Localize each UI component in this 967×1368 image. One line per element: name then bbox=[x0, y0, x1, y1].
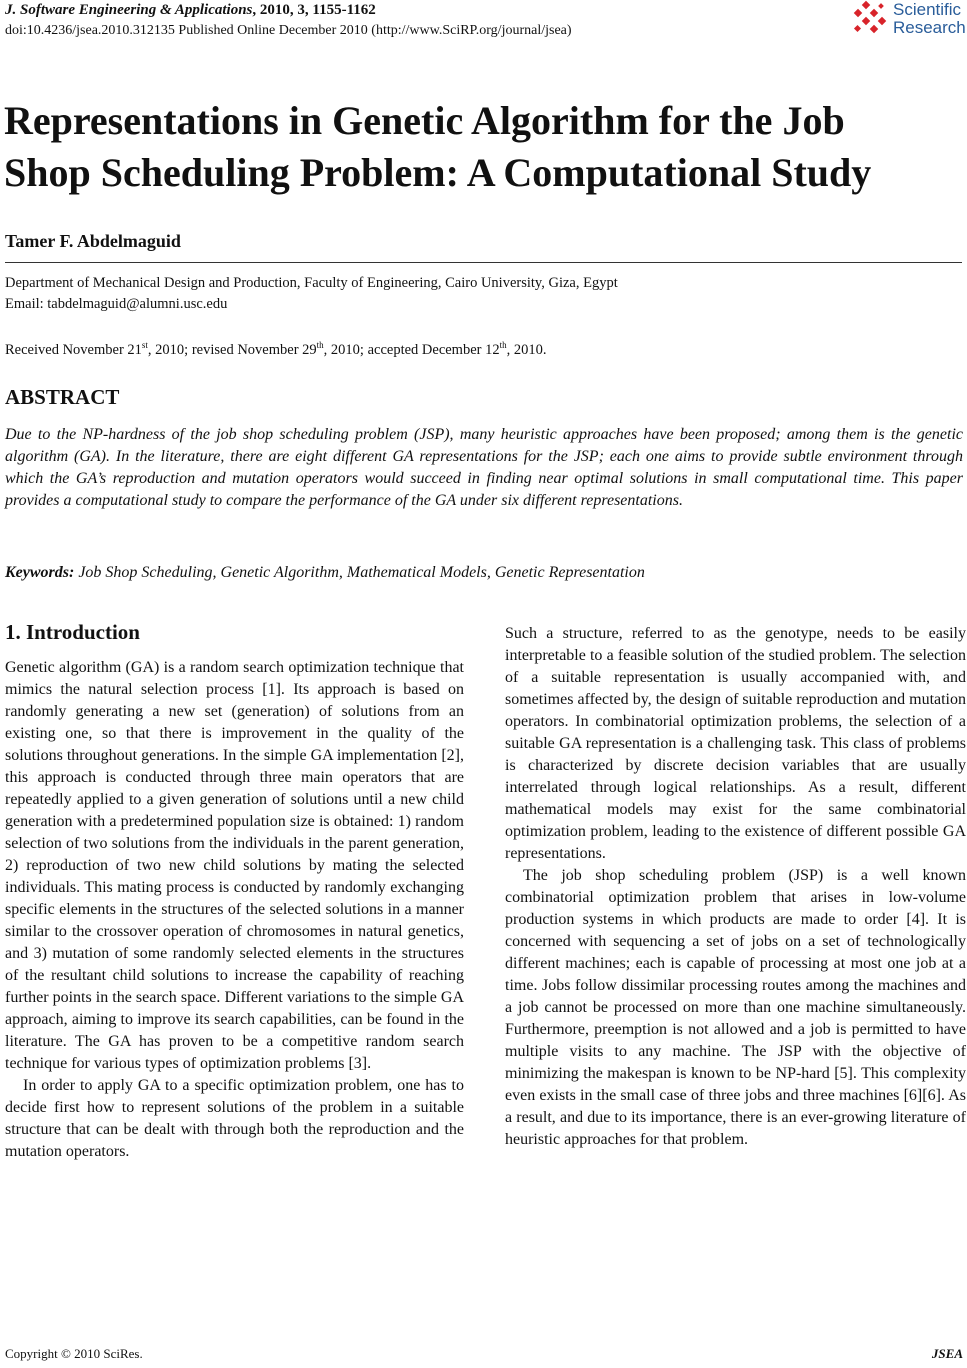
paragraph: The job shop scheduling problem (JSP) is a well known combinatorial optimization problem that arises in low-volume production systems in which products are made to order [4]. It is concerned with sequencing a set of jobs on a set of technologically different machines; each is capable of processing at most one job at a time. Jobs follow dissimilar processing routes among the machines and a job cannot be processed on more than one machine simultaneously. Furthermore, preemption is not allowed and a job is permitted to have multiple visits to any machine. The JSP with the objective of minimizing the makespan is known to be NP-hard [5]. This complexity even exists in the small case of three jobs and three machines [6][6]. As a result, and due to its importance, there is an ever-growing literature of heuristic approaches for that problem. bbox=[505, 867, 966, 1148]
submission-dates bbox=[5, 340, 547, 359]
keywords-text: Job Shop Scheduling, Genetic Algorithm, Mathematical Models, Genetic Representation bbox=[74, 564, 645, 581]
journal-abbrev: JSEA bbox=[931, 1346, 963, 1361]
divider bbox=[5, 262, 962, 263]
revised-date: , 2010; revised November 29 bbox=[147, 341, 317, 358]
right-column bbox=[505, 623, 966, 1151]
abstract-heading: ABSTRACT bbox=[5, 385, 120, 409]
journal-citation bbox=[5, 2, 376, 19]
affiliation: Department of Mechanical Design and Production, Faculty of Engineering, Cairo University, Giza, Egypt bbox=[5, 275, 618, 291]
left-column bbox=[5, 657, 464, 1163]
logo-line-1: Scientific bbox=[893, 0, 962, 19]
title-line-2: Shop Scheduling Problem: A Computational Study bbox=[4, 150, 872, 195]
dates-suffix: , 2010. bbox=[506, 341, 547, 358]
paper-title bbox=[4, 95, 964, 199]
accepted-date: , 2010; accepted December 12 bbox=[323, 341, 500, 358]
section-heading: 1. Introduction bbox=[5, 620, 140, 644]
paragraph: Genetic algorithm (GA) is a random search optimization technique that mimics the natural selection process [1]. Its approach is based on randomly generating a new set (generation) of solutions from an existing one, so that there is improvement in the quality of the solutions throughout generations. In the simple GA implementation [2], this approach is conducted through three main operators that are repeatedly applied to a given generation of solutions until a new child generation with a predetermined population size is obtained: 1) random selection of two solutions from the individuals in the parent generation, 2) reproduction of two new child solutions by mating the selected individuals. This mating process is conducted by randomly exchanging specific elements in the structures of the selected solutions in a manner similar to the crossover operation of chromosomes in natural genetics, and 3) mutation of some randomly selected elements in the structures of the resultant child solutions to increase the capability of reaching further points in the search space. Different variations to the simple GA approach, aiming to improve its search capabilities, can be found in the literature. The GA has proven to be a competitive random search technique for various types of optimization problems [3]. bbox=[5, 659, 464, 1072]
abstract-text: Due to the NP-hardness of the job shop scheduling problem (JSP), many heuristic approaches have been proposed; among them is the genetic algorithm (GA). In the literature, there are eight different GA representations for the JSP; each one aims to provide subtle environment through which the GA’s reproduction and mutation operators would succeed in finding near optimal solutions in small computational time. This paper provides a computational study to compare the performance of the GA under six different representations. bbox=[5, 426, 963, 509]
journal-name: J. Software Engineering & Applications bbox=[5, 2, 253, 18]
received-date: Received November 21 bbox=[5, 341, 142, 358]
author-name: Tamer F. Abdelmaguid bbox=[5, 231, 181, 251]
received-sup: st bbox=[141, 340, 148, 350]
paragraph: In order to apply GA to a specific optimization problem, one has to decide first how to represent solutions of the problem in a suitable structure that can be dealt with through both the reproduction and the mutation operators. bbox=[5, 1077, 464, 1160]
keywords-label: Keywords: bbox=[5, 564, 75, 581]
keywords bbox=[5, 564, 645, 582]
paragraph: Such a structure, referred to as the genotype, needs to be easily interpretable to a feasible solution of the studied problem. The selection of a suitable representation is usually accompanied with, and sometimes affected by, the design of suitable reproduction and mutation operators. In combinatorial optimization problems, the selection of a suitable GA representation is a challenging task. This class of problems is characterized by discrete decision variables that are usually interrelated through logical relationships. As a result, different mathematical models may exist for the same combinatorial optimization problem, leading to the existence of different possible GA representations. bbox=[505, 625, 966, 862]
revised-sup: th bbox=[316, 340, 324, 350]
title-line-1: Representations in Genetic Algorithm for the Job bbox=[4, 98, 845, 143]
journal-details: , 2010, 3, 1155-1162 bbox=[252, 2, 376, 18]
logo-mark-icon bbox=[854, 1, 886, 33]
logo-line-2: Research bbox=[893, 18, 966, 37]
logo-wordmark bbox=[893, 1, 966, 37]
doi-line: doi:10.4236/jsea.2010.312135 Published Online December 2010 (http://www.SciRP.org/journal/jsea) bbox=[5, 23, 572, 38]
accepted-sup: th bbox=[499, 340, 507, 350]
email: Email: tabdelmaguid@alumni.usc.edu bbox=[5, 296, 228, 312]
copyright: Copyright © 2010 SciRes. bbox=[5, 1346, 143, 1361]
